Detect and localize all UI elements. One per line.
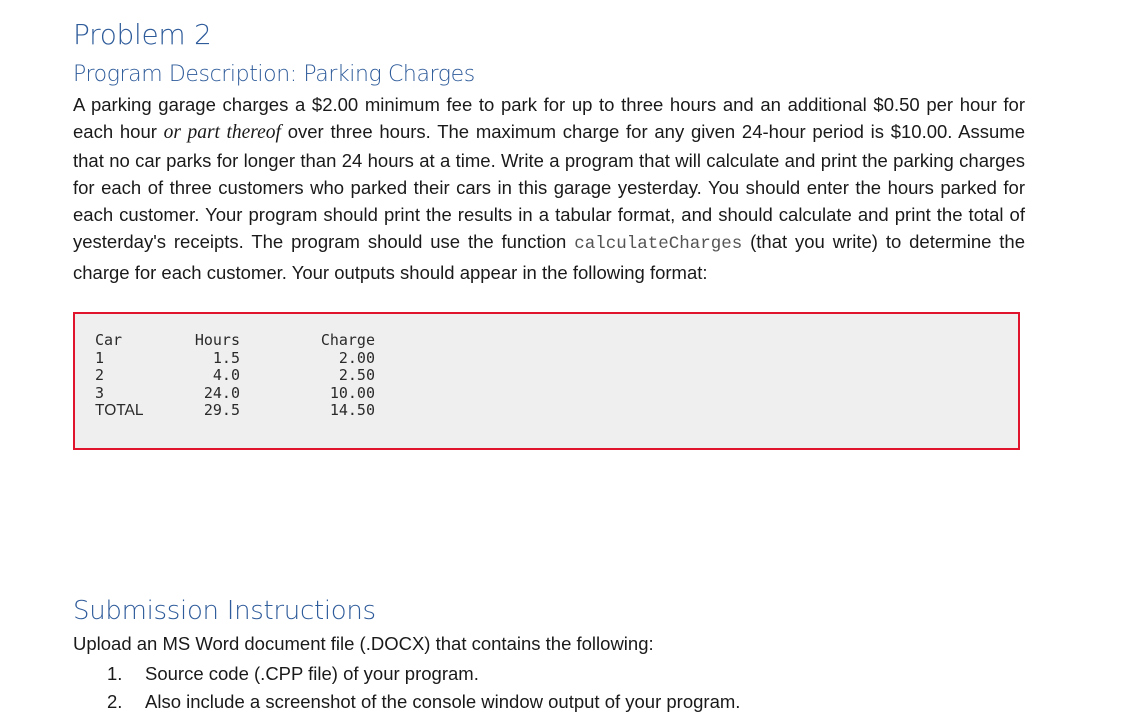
console-row	[95, 350, 375, 368]
function-name-code: calculateCharges	[574, 234, 743, 255]
header-charge: Charge	[320, 331, 375, 349]
hours-cell: 1.5	[212, 348, 240, 367]
list-item	[107, 688, 740, 716]
submission-heading: Submission Instructions	[73, 596, 376, 626]
header-hours: Hours	[194, 331, 240, 349]
charge-cell: 10.00	[329, 383, 375, 402]
console-output-box	[73, 312, 1020, 450]
car-cell: 1	[95, 348, 105, 367]
console-row	[95, 385, 375, 403]
submission-list	[107, 660, 740, 716]
list-number: 1.	[107, 663, 123, 684]
list-number: 2.	[107, 691, 123, 712]
list-item-text: Source code (.CPP file) of your program.	[145, 663, 479, 684]
header-car: Car	[95, 331, 123, 349]
list-item	[107, 660, 740, 688]
charge-cell: 2.50	[338, 366, 375, 385]
console-row	[95, 367, 375, 385]
desc-text-part-1: A parking garage charges a $2.00 minimum fee to park for up to three hours and an additional $0.50 per hour for each hour	[73, 94, 1025, 143]
total-label: TOTAL	[95, 402, 144, 420]
car-cell: 2	[95, 366, 105, 385]
car-cell: 3	[95, 383, 105, 402]
desc-italic-text: or part thereof	[163, 122, 281, 144]
hours-cell: 4.0	[212, 366, 240, 385]
charge-cell: 2.00	[338, 348, 375, 367]
total-hours: 29.5	[203, 401, 240, 420]
problem-title: Problem 2	[73, 18, 212, 51]
total-charge: 14.50	[329, 401, 375, 420]
console-header-row	[95, 332, 375, 350]
console-total-row	[95, 402, 375, 420]
hours-cell: 24.0	[203, 383, 240, 402]
console-output-table	[95, 332, 375, 420]
program-description-text	[73, 91, 1025, 286]
list-item-text: Also include a screenshot of the console window output of your program.	[145, 691, 741, 712]
desc-text-part-2: over three hours. The maximum charge for any given 24-hour period is $10.00. Assume that no car parks for longer than 24 hours at a time. Write a program that will calculate and print the parking charges for each of three customers who parked their cars in this garage yesterday. You should enter the hours parked for each customer. Your program should print the results in a tabular format, and should calculate and print the total of yesterday's receipts. The program should use the function	[73, 121, 1025, 253]
program-description-heading: Program Description: Parking Charges	[73, 62, 475, 87]
desc-text-part-3: (that you write) to determine the charge for each customer. Your outputs should appear in the following format:	[73, 231, 1025, 283]
submission-intro: Upload an MS Word document file (.DOCX) that contains the following:	[73, 633, 654, 654]
